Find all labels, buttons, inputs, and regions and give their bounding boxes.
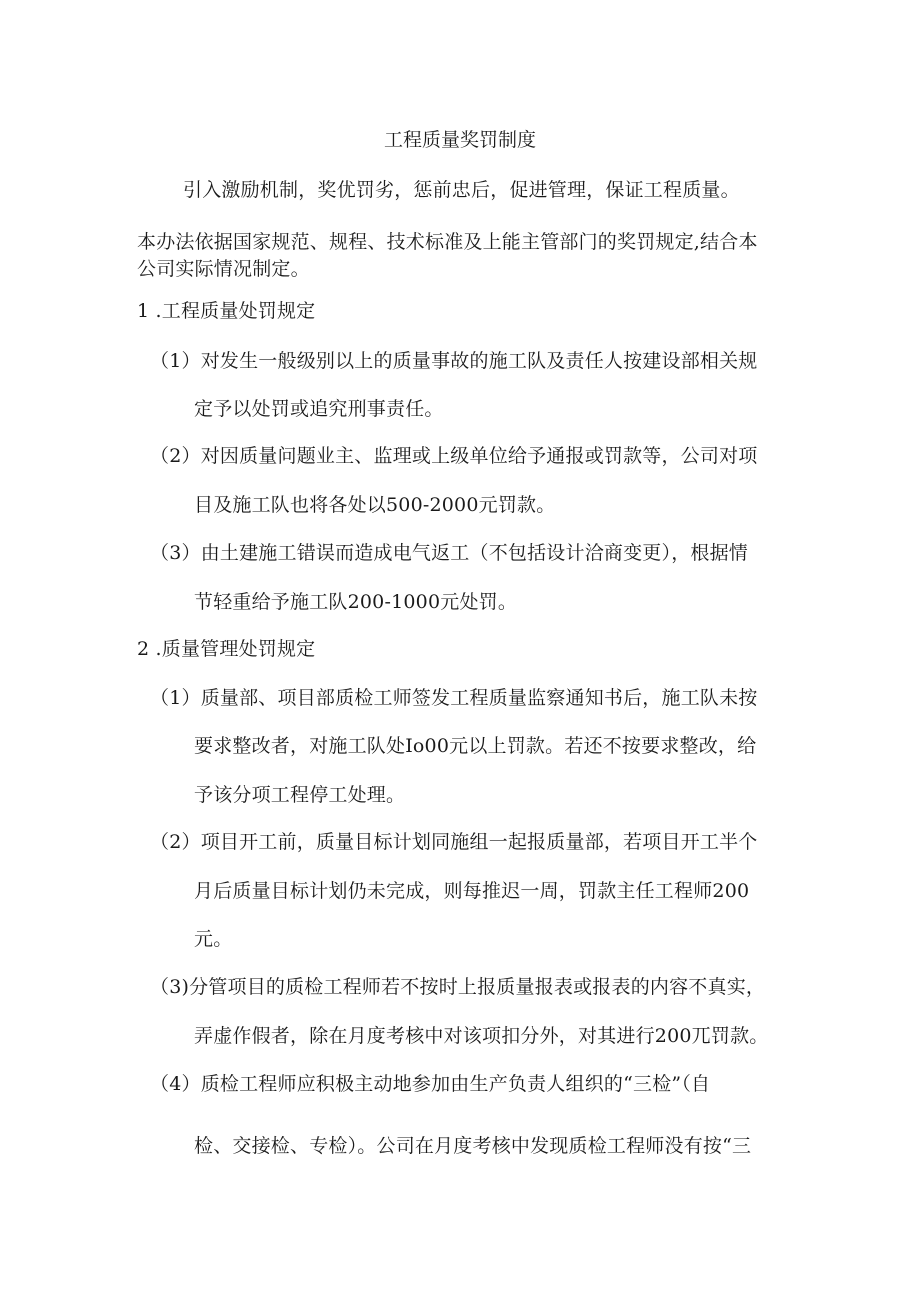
section-1-item-2-line-2: 目及施工队也将各处以500-2000元罚款。 xyxy=(194,494,556,516)
section-2-heading: 2 .质量管理处罚规定 xyxy=(137,638,316,660)
section-2-item-1-line-1: （1）质量部、项目部质检工师签发工程质量监察通知书后，施工队未按 xyxy=(150,687,758,709)
section-2-item-3-line-1: （3)分管项目的质检工程师若不按时上报质量报表或报表的内容不真实， xyxy=(150,976,766,998)
section-2-item-2-line-3: 元。 xyxy=(194,928,233,950)
section-2-item-2-line-2: 月后质量目标计划仍未完成，则每推迟一周，罚款主任工程师200 xyxy=(194,880,750,902)
basis-paragraph-line-2: 公司实际情况制定。 xyxy=(137,258,310,280)
document-title: 工程质量奖罚制度 xyxy=(383,129,536,151)
section-2-item-3-line-2: 弄虚作假者，除在月度考核中对该项扣分外，对其进行200兀罚款。 xyxy=(194,1025,769,1047)
section-2-item-4-line-1: （4）质检工程师应积极主动地参加由生产负责人组织的“三检”（自 xyxy=(150,1073,711,1095)
section-1-item-3-line-2: 节轻重给予施工队200-1000元处罚。 xyxy=(194,591,518,613)
section-2-item-4-line-2: 检、交接检、专检）。公司在月度考核中发现质检工程师没有按“三 xyxy=(194,1135,752,1157)
section-1-heading: 1 .工程质量处罚规定 xyxy=(137,300,316,322)
section-1-item-2-line-1: （2）对因质量问题业主、监理或上级单位给予通报或罚款等，公司对项 xyxy=(150,445,758,467)
section-2-item-2-line-1: （2）项目开工前，质量目标计划同施组一起报质量部，若项目开工半个 xyxy=(150,831,758,853)
basis-paragraph-line-1: 本办法依据国家规范、规程、技术标准及上能主管部门的奖罚规定,结合本 xyxy=(137,231,758,253)
section-2-item-1-line-3: 予该分项工程停工处理。 xyxy=(194,784,406,806)
section-1-item-1-line-2: 定予以处罚或追究刑事责任。 xyxy=(194,398,444,420)
section-1-item-3-line-1: （3）由土建施工错误而造成电气返工（不包括设计洽商变更），根据情 xyxy=(150,542,748,564)
section-2-item-1-line-2: 要求整改者，对施工队处Io00元以上罚款。若还不按要求整改，给 xyxy=(194,735,757,757)
intro-paragraph: 引入激励机制，奖优罚劣，惩前忠后，促进管理，保证工程质量。 xyxy=(183,179,740,201)
section-1-item-1-line-1: （1）对发生一般级别以上的质量事故的施工队及责任人按建设部相关规 xyxy=(150,350,758,372)
